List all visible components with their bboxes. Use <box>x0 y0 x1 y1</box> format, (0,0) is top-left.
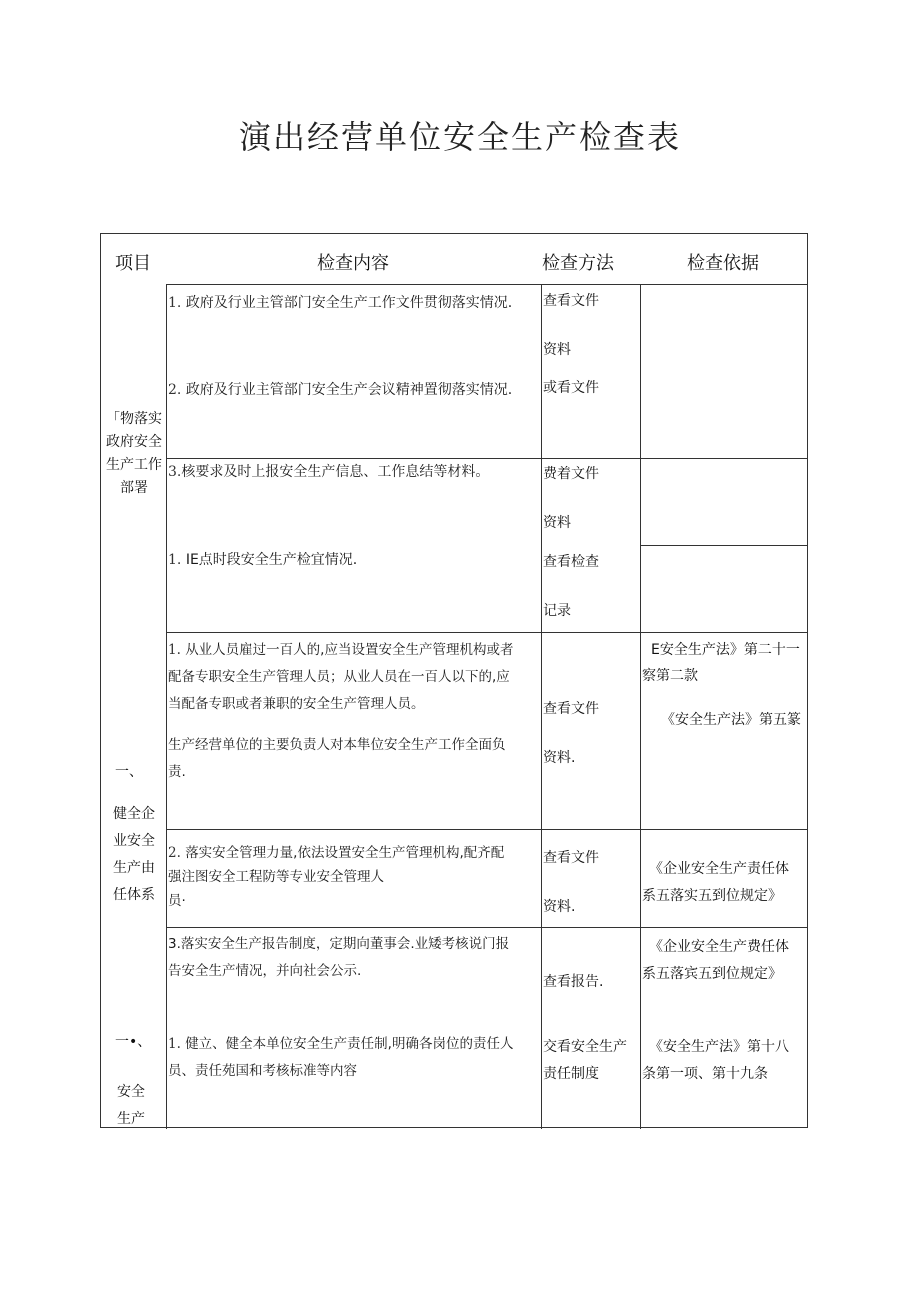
content-row-3 <box>168 461 489 483</box>
row-text: 政府及行业主管部门安全生产会议精神置彻落实情况. <box>185 382 513 398</box>
row-text: 强注图安全工程防等专业安全管理人 <box>168 869 384 885</box>
method-text: 查看文件 <box>543 701 599 717</box>
header-item: 项目 <box>115 253 151 274</box>
category-2-line: 业安全 <box>113 833 155 849</box>
category-1 <box>101 408 167 500</box>
category-3 <box>101 1079 161 1133</box>
category-2-line: 生产由 <box>113 860 155 876</box>
row-divider <box>166 458 808 459</box>
category-3-line: 安全 <box>117 1084 145 1100</box>
row-divider <box>166 829 808 830</box>
row-text: 配备专职安全生产管理人员；从业人员在一百人以下的,应 <box>168 669 510 685</box>
basis-text: 系五落宾五到位规定》 <box>642 966 782 982</box>
method-text: 资料 <box>543 515 571 531</box>
content-row-2 <box>168 379 512 401</box>
method-text: 查看检查 <box>543 554 599 570</box>
method-text: 责任制度 <box>543 1066 599 1082</box>
basis-text: 系五落实五到位规定》 <box>642 888 782 904</box>
row-divider <box>640 545 808 546</box>
content-row-4 <box>168 549 357 571</box>
category-1-line: 部署 <box>120 480 148 496</box>
header-basis: 检查依据 <box>687 253 759 274</box>
category-3-line: 生产 <box>117 1111 145 1127</box>
row-divider <box>166 927 808 928</box>
method-text: 资料. <box>543 899 576 915</box>
method-text: 资料 <box>543 342 571 358</box>
row-number: 1. <box>168 1036 181 1052</box>
header-content: 检查内容 <box>317 253 389 274</box>
basis-text: 《安全生产法》第十八 <box>649 1039 789 1055</box>
row-text: 责. <box>168 764 186 780</box>
row-number: 2. <box>168 845 181 861</box>
category-1-line: 政府安全 <box>106 434 162 450</box>
header-method: 检查方法 <box>542 253 614 274</box>
category-1-line: 生产工作 <box>106 457 162 473</box>
category-2-line: 任体系 <box>113 887 155 903</box>
row-text: 告安全生产情况，并向社会公示. <box>168 963 362 979</box>
row-number: 1. <box>168 642 181 658</box>
inspection-table <box>100 233 808 1128</box>
row-text: 3.落实安全生产报告制度，定期向董事会.业矮考核说门报 <box>168 936 510 952</box>
category-2 <box>101 801 167 909</box>
row-text: 落实安全管理力量,依法设置安全生产管理机构,配齐配 <box>185 845 505 861</box>
column-divider <box>640 284 641 1129</box>
row-text: 核要求及时上报安全生产信息、工作息结等材料。 <box>181 464 490 480</box>
page-title: 演出经营单位安全生产检查表 <box>238 118 681 156</box>
row-number: 3. <box>168 464 182 480</box>
basis-text: 《企业安全生产费任体 <box>649 939 789 955</box>
content-row-5 <box>168 637 513 718</box>
row-text: IE点时段安全生产检宜情况. <box>185 552 358 568</box>
method-text: 资料. <box>543 750 576 766</box>
basis-text: E安全生产法》第二十一 <box>651 642 800 658</box>
row-text: 政府及行业主管部门安全生产工作文件贯彻落实情况. <box>185 295 513 311</box>
method-text: 或看文件 <box>543 380 599 396</box>
content-row-8 <box>168 1031 513 1085</box>
content-row-5-extra <box>168 732 506 786</box>
row-number: 1. <box>168 552 182 568</box>
row-number: 2. <box>168 382 182 398</box>
content-row-1 <box>168 292 512 314</box>
basis-text: 察第二款 <box>642 668 698 684</box>
row-text: 当配备专职或者兼职的安全生产管理人员。 <box>168 696 425 712</box>
method-text: 查看文件 <box>543 850 599 866</box>
method-text: 记录 <box>543 603 571 619</box>
column-divider <box>541 284 542 1129</box>
category-2-number: 一、 <box>115 764 143 780</box>
basis-text: 《企业安全生产责任体 <box>649 861 789 877</box>
row-text: 生产经营单位的主要负责人对本隼位安全生产工作全面负 <box>168 737 506 753</box>
row-divider <box>166 284 808 285</box>
row-text: 员、责任苑国和考核标准等内容 <box>168 1063 357 1079</box>
category-1-line: 「物落实 <box>106 411 162 427</box>
content-row-7 <box>168 931 509 985</box>
row-text: 健立、健全本单位安全生产责任制,明确各岗位的责任人 <box>185 1036 514 1052</box>
category-2-line: 健全企 <box>113 806 155 822</box>
row-number: 1. <box>168 295 182 311</box>
basis-text: 条第一项、第十九条 <box>642 1066 768 1082</box>
row-text: 员· <box>168 893 186 909</box>
basis-text: 《安全生产法》第五篆 <box>661 712 801 728</box>
content-row-6 <box>168 841 504 913</box>
method-text: 查看报告. <box>543 974 604 990</box>
row-text: 从业人员雇过一百人的,应当设置安全生产管理机构或者 <box>185 642 514 658</box>
method-text: 查看文件 <box>543 293 599 309</box>
category-3-number: 一•、 <box>115 1034 152 1050</box>
row-divider <box>166 632 808 633</box>
method-text: 交看安全生产 <box>543 1039 627 1055</box>
method-text: 费着文件 <box>543 466 599 482</box>
